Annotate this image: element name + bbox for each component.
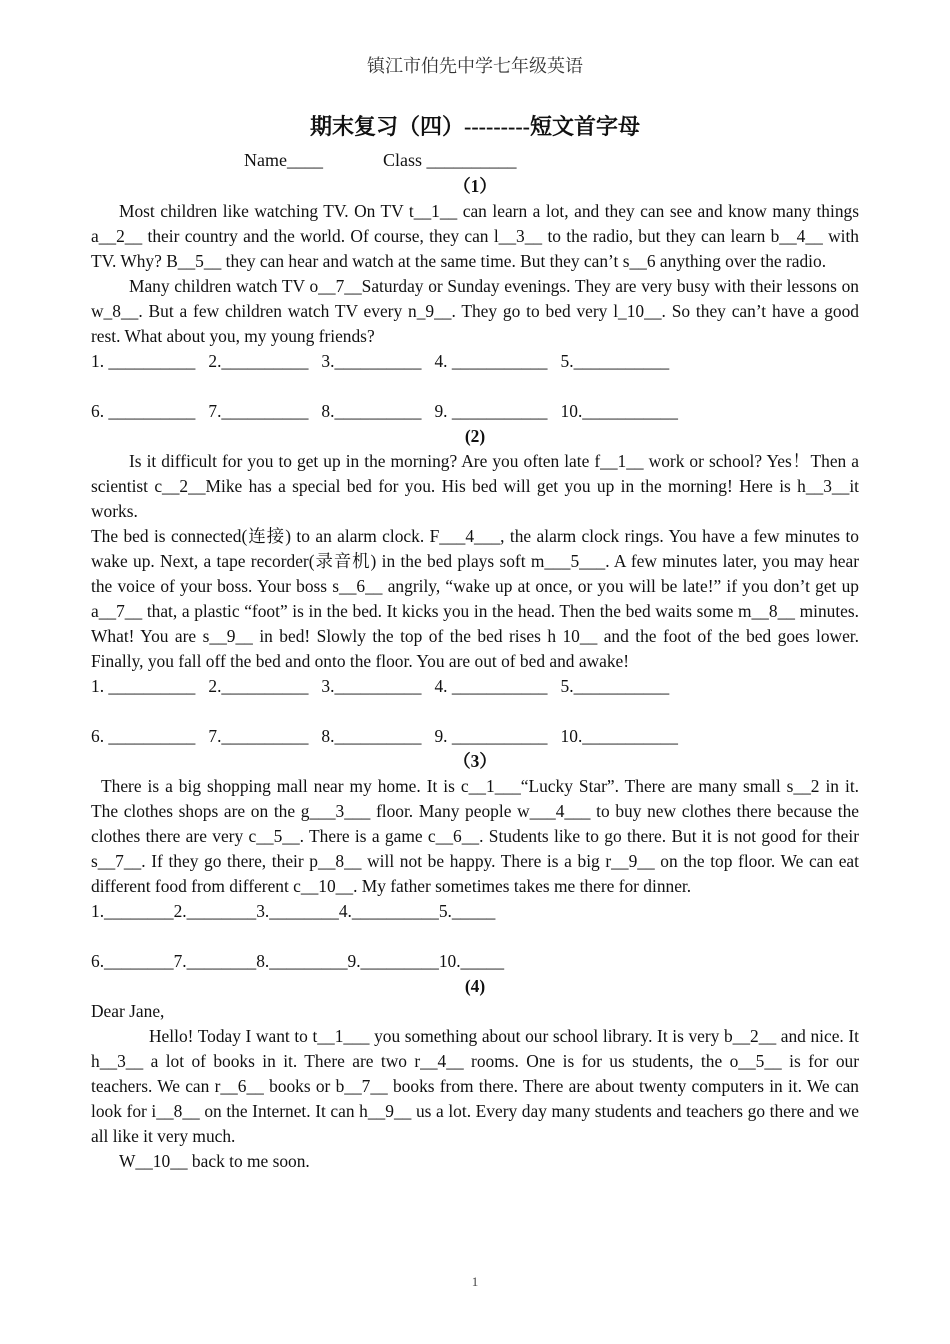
section-3-answers-1: 1.________2.________3.________4.__________5._____ [91, 901, 496, 921]
page-title: 期末复习（四）---------短文首字母 [310, 114, 640, 139]
page-number: 1 [471, 1274, 479, 1289]
section-2-paragraph-1: Is it difficult for you to get up in the morning? Are you often late f__1__ work or school? Yes！Then a scientist c__2__Mike has a special bed for you. His bed will get you up in the morning! Here is h__3__it works. [91, 451, 859, 521]
section-1-paragraph-1: Most children like watching TV. On TV t__1__ can learn a lot, and they can see and know many things a__2__ their country and the world. Of course, they can l__3__ to the radio, but they can learn b__4__ with TV. Why? B__5__ they can hear and watch at the same time. But they can’t s__6 anything over the radio. [91, 201, 859, 271]
name-field: Name____ [244, 150, 323, 170]
section-2-paragraph-2: The bed is connected(连接) to an alarm clock. F___4___, the alarm clock rings. You have a few minutes to wake up. Next, a tape recorder(录音机) in the bed plays soft m___5___. A few minutes later, you may hear the voice of your boss. Your boss s__6__ angrily, “wake up at once, or you will be late!” if you don’t get up a__7__ that, a plastic “foot” is in the bed. It kicks you in the head. Then the bed waits some m__8__ minutes. What! You are s__9__ in bed! Slowly the top of the bed rises h 10__ and the foot of the bed goes lower. Finally, you fall off the bed and onto the floor. You are out of bed and awake! [91, 526, 859, 671]
section-3-answers-2: 6.________7.________8._________9._________10._____ [91, 951, 505, 971]
section-4-paragraph-2: W__10__ back to me soon. [119, 1151, 310, 1171]
section-2-answers-1: 1. __________ 2.__________ 3.__________ 4. ___________ 5.___________ [91, 676, 670, 696]
section-1-label: （1） [453, 176, 497, 196]
section-1-answers-2: 6. __________ 7.__________ 8.__________ 9. ___________ 10.___________ [91, 401, 678, 421]
section-2-answers-2: 6. __________ 7.__________ 8.__________ 9. ___________ 10.___________ [91, 726, 678, 746]
content [91, 174, 859, 1174]
section-2-label: (2) [464, 426, 486, 446]
name-class-line [244, 150, 577, 171]
section-1-paragraph-2: Many children watch TV o__7__Saturday or Sunday evenings. They are very busy with their lessons on w_8__. But a few children watch TV every n_9__. They go to bed very l_10__. So they can’t have a good rest. What about you, my young friends? [91, 276, 859, 346]
section-1-answers-1: 1. __________ 2.__________ 3.__________ 4. ___________ 5.___________ [91, 351, 670, 371]
section-4-paragraph-1: Hello! Today I want to t__1___ you something about our school library. It is very b__2__ and nice. It h__3__ a lot of books in it. There are two r__4__ rooms. One is for us students, the o__5__ is for our teachers. We can r__6__ books or b__7__ books from there. There are about twenty computers in it. We can look for i__8__ on the Internet. It can h__9__ us a lot. Every day many students and teachers go there and we all like it very much. [91, 1026, 859, 1146]
class-field: Class __________ [382, 150, 517, 170]
section-3-paragraph-1: There is a big shopping mall near my home. It is c__1___“Lucky Star”. There are many small s__2 in it. The clothes shops are on the g___3___ floor. Many people w___4___ to buy new clothes there because the clothes there are very c__5__. There is a game c__6__. Students like to go there. But it is not good for their s__7__. If they go there, their p__8__ will not be happy. There is a big r__9__ on the top floor. We can eat different food from different c__10__. My father sometimes takes me there for dinner. [91, 776, 859, 896]
section-4-label: (4) [464, 976, 486, 996]
section-4-salutation: Dear Jane, [91, 1001, 165, 1021]
page-header: 镇江市伯先中学七年级英语 [367, 56, 583, 76]
section-3-label: （3） [453, 751, 497, 771]
